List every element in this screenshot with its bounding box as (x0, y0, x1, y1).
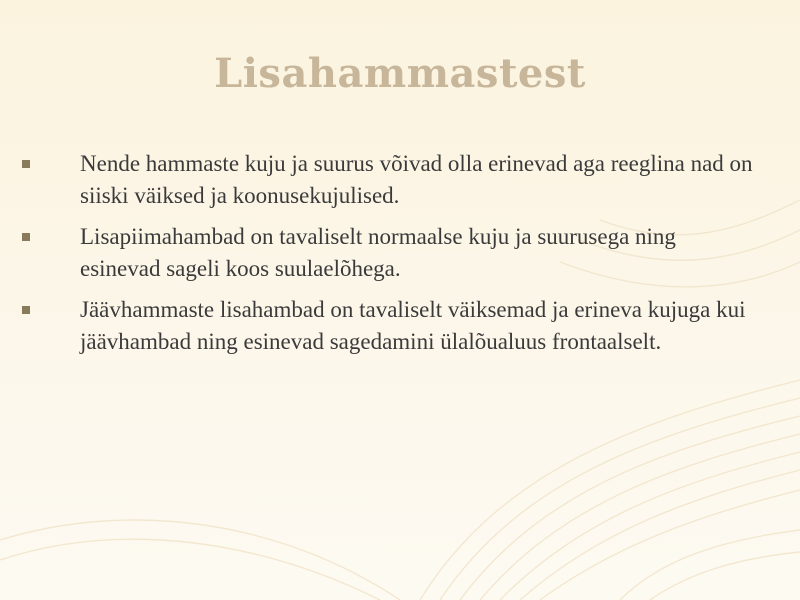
bullet-text: Nende hammaste kuju ja suurus võivad olla erinevad aga reeglina nad on siiski väiksed ja koonusekujulised. (80, 151, 753, 208)
bullet-item (22, 221, 762, 285)
square-bullet-icon (22, 306, 30, 314)
bullet-item (22, 294, 762, 358)
bullet-text: Lisapiimahambad on tavaliselt normaalse kuju ja suurusega ning esinevad sageli koos suulaelõhega. (80, 224, 676, 281)
bullet-item (22, 148, 762, 212)
bullet-text: Jäävhammaste lisahambad on tavaliselt väiksemad ja erineva kujuga kui jäävhambad ning esinevad sagedamini ülalõualuus frontaalselt. (80, 297, 746, 354)
bullet-list (22, 148, 762, 367)
square-bullet-icon (22, 233, 30, 241)
slide-title: Lisahammastest (214, 50, 586, 97)
square-bullet-icon (22, 160, 30, 168)
